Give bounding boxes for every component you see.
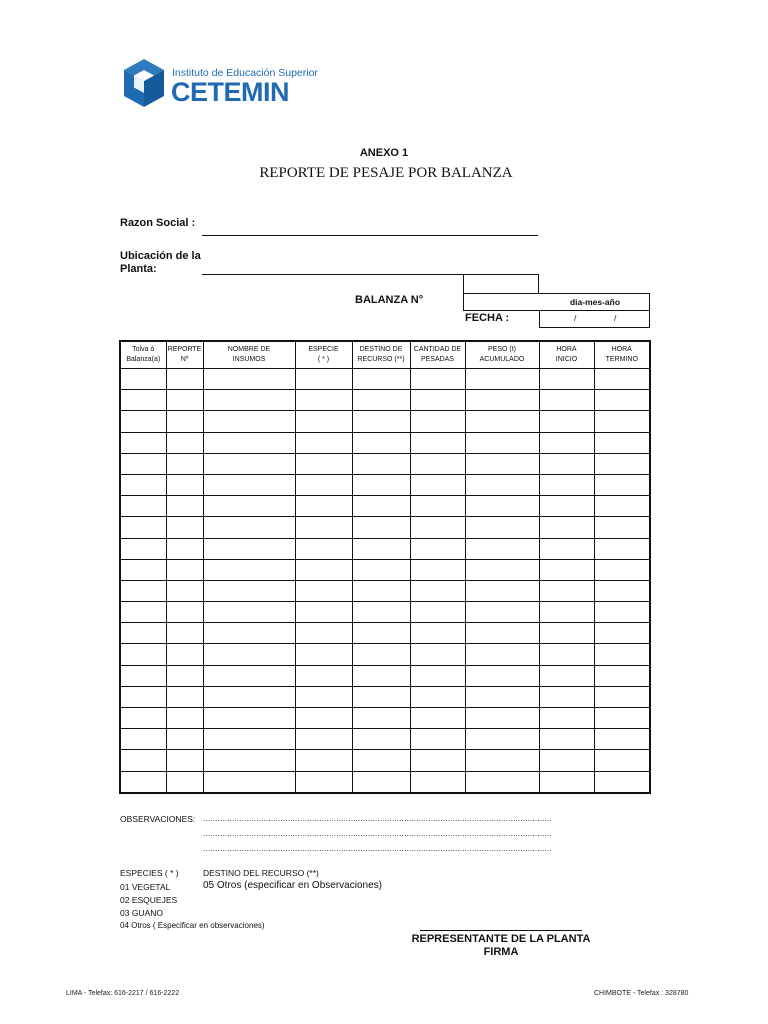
table-cell[interactable] bbox=[120, 665, 166, 686]
table-cell[interactable] bbox=[295, 750, 352, 771]
table-cell[interactable] bbox=[594, 665, 650, 686]
table-cell[interactable] bbox=[295, 644, 352, 665]
table-cell[interactable] bbox=[203, 750, 295, 771]
fecha-label: FECHA : bbox=[465, 312, 510, 324]
table-row bbox=[120, 644, 650, 665]
table-cell[interactable] bbox=[594, 474, 650, 495]
table-cell[interactable] bbox=[352, 474, 410, 495]
table-cell[interactable] bbox=[539, 411, 594, 432]
table-cell[interactable] bbox=[465, 602, 539, 623]
table-cell[interactable] bbox=[594, 453, 650, 474]
table-cell[interactable] bbox=[594, 538, 650, 559]
table-cell[interactable] bbox=[203, 411, 295, 432]
table-cell[interactable] bbox=[295, 686, 352, 707]
table-cell[interactable] bbox=[410, 538, 465, 559]
razon-social-field[interactable] bbox=[202, 235, 538, 236]
table-cell[interactable] bbox=[166, 411, 203, 432]
table-cell[interactable] bbox=[539, 496, 594, 517]
fecha-field[interactable] bbox=[539, 310, 650, 328]
table-cell[interactable] bbox=[539, 686, 594, 707]
table-row bbox=[120, 708, 650, 729]
table-cell[interactable] bbox=[352, 750, 410, 771]
table-cell[interactable] bbox=[352, 369, 410, 390]
table-cell[interactable] bbox=[465, 453, 539, 474]
table-cell[interactable] bbox=[295, 559, 352, 580]
table-cell[interactable] bbox=[539, 390, 594, 411]
observaciones-line[interactable]: ................................................................................................................................................ bbox=[203, 844, 552, 853]
table-cell[interactable] bbox=[295, 369, 352, 390]
table-cell[interactable] bbox=[352, 602, 410, 623]
table-cell[interactable] bbox=[203, 369, 295, 390]
table-cell[interactable] bbox=[166, 729, 203, 750]
table-cell[interactable] bbox=[120, 496, 166, 517]
observaciones-label: OBSERVACIONES: bbox=[120, 814, 196, 824]
table-cell[interactable] bbox=[539, 602, 594, 623]
table-cell[interactable] bbox=[465, 623, 539, 644]
footer-lima: LIMA - Telefax: 616-2217 / 616-2222 bbox=[66, 990, 180, 997]
table-cell[interactable] bbox=[120, 708, 166, 729]
column-header: HORA TERMINO bbox=[594, 341, 650, 369]
table-cell[interactable] bbox=[203, 559, 295, 580]
table-cell[interactable] bbox=[295, 496, 352, 517]
weighing-table bbox=[119, 340, 651, 794]
table-cell[interactable] bbox=[594, 686, 650, 707]
table-cell[interactable] bbox=[120, 390, 166, 411]
fecha-slash: / bbox=[574, 313, 577, 323]
table-cell[interactable] bbox=[594, 580, 650, 601]
report-title: REPORTE DE PESAJE POR BALANZA bbox=[259, 165, 513, 181]
table-cell[interactable] bbox=[539, 538, 594, 559]
table-cell[interactable] bbox=[352, 538, 410, 559]
table-cell[interactable] bbox=[203, 665, 295, 686]
column-header: PESO (t) ACUMULADO bbox=[465, 341, 539, 369]
table-cell[interactable] bbox=[203, 453, 295, 474]
table-cell[interactable] bbox=[465, 496, 539, 517]
table-cell[interactable] bbox=[295, 623, 352, 644]
footer-chimbote: CHIMBOTE - Telefax : 328780 bbox=[594, 990, 689, 997]
table-cell[interactable] bbox=[352, 432, 410, 453]
table-cell[interactable] bbox=[295, 411, 352, 432]
table-cell[interactable] bbox=[203, 580, 295, 601]
table-cell[interactable] bbox=[120, 411, 166, 432]
table-cell[interactable] bbox=[410, 411, 465, 432]
table-cell[interactable] bbox=[594, 390, 650, 411]
table-cell[interactable] bbox=[203, 686, 295, 707]
table-cell[interactable] bbox=[352, 411, 410, 432]
table-cell[interactable] bbox=[166, 665, 203, 686]
table-cell[interactable] bbox=[465, 538, 539, 559]
table-cell[interactable] bbox=[410, 708, 465, 729]
table-cell[interactable] bbox=[465, 686, 539, 707]
table-cell[interactable] bbox=[203, 496, 295, 517]
table-cell[interactable] bbox=[166, 432, 203, 453]
table-cell[interactable] bbox=[594, 411, 650, 432]
table-cell[interactable] bbox=[295, 390, 352, 411]
table-cell[interactable] bbox=[410, 729, 465, 750]
column-header: NOMBRE DE INSUMOS bbox=[203, 341, 295, 369]
table-cell[interactable] bbox=[539, 517, 594, 538]
table-row bbox=[120, 750, 650, 771]
table-cell[interactable] bbox=[166, 623, 203, 644]
table-cell[interactable] bbox=[410, 432, 465, 453]
table-cell[interactable] bbox=[594, 432, 650, 453]
table-cell[interactable] bbox=[166, 708, 203, 729]
table-cell[interactable] bbox=[166, 369, 203, 390]
table-cell[interactable] bbox=[465, 644, 539, 665]
table-cell[interactable] bbox=[539, 580, 594, 601]
table-row bbox=[120, 559, 650, 580]
table-cell[interactable] bbox=[120, 580, 166, 601]
table-cell[interactable] bbox=[166, 453, 203, 474]
table-cell[interactable] bbox=[410, 623, 465, 644]
column-header: HORA INICIO bbox=[539, 341, 594, 369]
table-cell[interactable] bbox=[166, 390, 203, 411]
table-cell[interactable] bbox=[295, 665, 352, 686]
table-cell[interactable] bbox=[465, 729, 539, 750]
table-cell[interactable] bbox=[594, 602, 650, 623]
table-cell[interactable] bbox=[166, 580, 203, 601]
table-cell[interactable] bbox=[352, 771, 410, 793]
table-row bbox=[120, 369, 650, 390]
table-cell[interactable] bbox=[120, 644, 166, 665]
table-cell[interactable] bbox=[295, 771, 352, 793]
table-cell[interactable] bbox=[594, 644, 650, 665]
table-cell[interactable] bbox=[166, 602, 203, 623]
destino-item: 05 Otros (especificar en Observaciones) bbox=[203, 880, 382, 891]
table-cell[interactable] bbox=[203, 517, 295, 538]
table-cell[interactable] bbox=[465, 771, 539, 793]
razon-social-label: Razon Social : bbox=[120, 217, 196, 229]
signature-subtitle: FIRMA bbox=[483, 946, 519, 958]
table-row bbox=[120, 729, 650, 750]
observaciones-line[interactable]: ................................................................................................................................................ bbox=[203, 829, 552, 838]
table-cell[interactable] bbox=[295, 708, 352, 729]
table-cell[interactable] bbox=[166, 771, 203, 793]
table-cell[interactable] bbox=[295, 432, 352, 453]
table-cell[interactable] bbox=[203, 432, 295, 453]
table-cell[interactable] bbox=[410, 474, 465, 495]
table-cell[interactable] bbox=[203, 390, 295, 411]
table-cell[interactable] bbox=[352, 496, 410, 517]
destino-title: DESTINO DEL RECURSO (**) bbox=[203, 868, 319, 878]
table-cell[interactable] bbox=[352, 580, 410, 601]
table-cell[interactable] bbox=[120, 602, 166, 623]
table-cell[interactable] bbox=[203, 644, 295, 665]
table-cell[interactable] bbox=[539, 644, 594, 665]
table-cell[interactable] bbox=[203, 623, 295, 644]
table-cell[interactable] bbox=[410, 750, 465, 771]
table-cell[interactable] bbox=[295, 453, 352, 474]
table-row bbox=[120, 496, 650, 517]
table-cell[interactable] bbox=[465, 750, 539, 771]
table-cell[interactable] bbox=[410, 496, 465, 517]
column-header: CANTIDAD DE PESADAS bbox=[410, 341, 465, 369]
table-cell[interactable] bbox=[120, 750, 166, 771]
table-row bbox=[120, 517, 650, 538]
table-cell[interactable] bbox=[465, 369, 539, 390]
table-cell[interactable] bbox=[166, 496, 203, 517]
column-header: DESTINO DE RECURSO (**) bbox=[352, 341, 410, 369]
table-cell[interactable] bbox=[295, 517, 352, 538]
table-cell[interactable] bbox=[465, 432, 539, 453]
table-cell[interactable] bbox=[539, 474, 594, 495]
table-cell[interactable] bbox=[410, 369, 465, 390]
signature-title: REPRESENTANTE DE LA PLANTA bbox=[411, 933, 591, 945]
table-row bbox=[120, 538, 650, 559]
especie-item: 04 Otros ( Especificar en observaciones) bbox=[120, 921, 265, 930]
table-cell[interactable] bbox=[295, 580, 352, 601]
table-cell[interactable] bbox=[120, 686, 166, 707]
cube-logo-icon bbox=[122, 57, 166, 109]
table-cell[interactable] bbox=[465, 708, 539, 729]
table-row bbox=[120, 432, 650, 453]
table-cell[interactable] bbox=[352, 665, 410, 686]
table-cell[interactable] bbox=[539, 432, 594, 453]
table-cell[interactable] bbox=[410, 580, 465, 601]
table-row bbox=[120, 411, 650, 432]
table-cell[interactable] bbox=[594, 623, 650, 644]
table-cell[interactable] bbox=[352, 729, 410, 750]
table-cell[interactable] bbox=[352, 708, 410, 729]
logo-subtitle: Instituto de Educación Superior bbox=[172, 67, 318, 79]
table-cell[interactable] bbox=[594, 369, 650, 390]
table-cell[interactable] bbox=[594, 559, 650, 580]
table-cell[interactable] bbox=[166, 750, 203, 771]
table-cell[interactable] bbox=[594, 708, 650, 729]
table-cell[interactable] bbox=[352, 453, 410, 474]
table-cell[interactable] bbox=[166, 559, 203, 580]
table-cell[interactable] bbox=[166, 517, 203, 538]
table-cell[interactable] bbox=[120, 369, 166, 390]
logo-name: CETEMIN bbox=[171, 77, 289, 107]
table-cell[interactable] bbox=[465, 517, 539, 538]
table-cell[interactable] bbox=[120, 729, 166, 750]
table-row bbox=[120, 771, 650, 793]
table-cell[interactable] bbox=[352, 559, 410, 580]
table-cell[interactable] bbox=[410, 517, 465, 538]
table-cell[interactable] bbox=[410, 644, 465, 665]
fecha-format-label: dia-mes-año bbox=[569, 297, 621, 307]
table-cell[interactable] bbox=[539, 559, 594, 580]
especie-item: 01 VEGETAL bbox=[120, 882, 171, 892]
balanza-label: BALANZA N° bbox=[355, 294, 424, 306]
table-cell[interactable] bbox=[594, 771, 650, 793]
table-cell[interactable] bbox=[166, 686, 203, 707]
table-cell[interactable] bbox=[295, 474, 352, 495]
table-cell[interactable] bbox=[465, 474, 539, 495]
table-cell[interactable] bbox=[120, 538, 166, 559]
table-row bbox=[120, 453, 650, 474]
table-cell[interactable] bbox=[352, 644, 410, 665]
fecha-slash: / bbox=[614, 313, 617, 323]
table-cell[interactable] bbox=[410, 390, 465, 411]
table-cell[interactable] bbox=[203, 708, 295, 729]
table-cell[interactable] bbox=[352, 623, 410, 644]
table-cell[interactable] bbox=[410, 771, 465, 793]
table-cell[interactable] bbox=[166, 474, 203, 495]
anexo-heading: ANEXO 1 bbox=[359, 147, 409, 159]
table-cell[interactable] bbox=[166, 538, 203, 559]
cetemin-logo bbox=[122, 55, 318, 110]
table-cell[interactable] bbox=[120, 432, 166, 453]
table-cell[interactable] bbox=[539, 750, 594, 771]
table-cell[interactable] bbox=[120, 623, 166, 644]
table-cell[interactable] bbox=[410, 453, 465, 474]
table-row bbox=[120, 686, 650, 707]
table-cell[interactable] bbox=[539, 665, 594, 686]
table-cell[interactable] bbox=[166, 644, 203, 665]
signature-line[interactable] bbox=[420, 930, 582, 931]
table-cell[interactable] bbox=[465, 559, 539, 580]
table-cell[interactable] bbox=[203, 602, 295, 623]
table-cell[interactable] bbox=[203, 771, 295, 793]
table-cell[interactable] bbox=[539, 623, 594, 644]
balanza-number-box[interactable] bbox=[463, 274, 539, 294]
especie-item: 03 GUANO bbox=[120, 908, 163, 918]
table-cell[interactable] bbox=[594, 750, 650, 771]
table-cell[interactable] bbox=[203, 538, 295, 559]
table-cell[interactable] bbox=[594, 517, 650, 538]
table-cell[interactable] bbox=[120, 559, 166, 580]
ubicacion-label-1: Ubicación de la bbox=[120, 250, 201, 262]
table-row bbox=[120, 474, 650, 495]
table-header-row bbox=[120, 341, 650, 369]
table-cell[interactable] bbox=[120, 453, 166, 474]
table-row bbox=[120, 623, 650, 644]
table-cell[interactable] bbox=[539, 369, 594, 390]
table-cell[interactable] bbox=[465, 665, 539, 686]
table-cell[interactable] bbox=[352, 686, 410, 707]
column-header: REPORTE Nº bbox=[166, 341, 203, 369]
table-cell[interactable] bbox=[594, 729, 650, 750]
table-cell[interactable] bbox=[594, 496, 650, 517]
table-cell[interactable] bbox=[352, 517, 410, 538]
table-cell[interactable] bbox=[203, 474, 295, 495]
column-header: Tolva ó Balanza(a) bbox=[120, 341, 166, 369]
table-cell[interactable] bbox=[539, 708, 594, 729]
table-cell[interactable] bbox=[352, 390, 410, 411]
table-cell[interactable] bbox=[539, 771, 594, 793]
table-row bbox=[120, 665, 650, 686]
table-cell[interactable] bbox=[465, 390, 539, 411]
fecha-format-box bbox=[463, 293, 650, 311]
table-cell[interactable] bbox=[295, 729, 352, 750]
table-cell[interactable] bbox=[120, 771, 166, 793]
table-row bbox=[120, 602, 650, 623]
table-cell[interactable] bbox=[295, 538, 352, 559]
table-row bbox=[120, 390, 650, 411]
table-cell[interactable] bbox=[465, 580, 539, 601]
table-cell[interactable] bbox=[295, 602, 352, 623]
table-cell[interactable] bbox=[410, 686, 465, 707]
table-cell[interactable] bbox=[203, 729, 295, 750]
observaciones-line[interactable]: ................................................................................................................................................ bbox=[203, 814, 552, 823]
table-cell[interactable] bbox=[120, 474, 166, 495]
table-cell[interactable] bbox=[410, 602, 465, 623]
especie-item: 02 ESQUEJES bbox=[120, 895, 178, 905]
ubicacion-label-2: Planta: bbox=[120, 263, 157, 275]
table-cell[interactable] bbox=[465, 411, 539, 432]
table-cell[interactable] bbox=[410, 559, 465, 580]
table-row bbox=[120, 580, 650, 601]
table-cell[interactable] bbox=[539, 453, 594, 474]
especies-title: ESPECIES ( * ) bbox=[120, 868, 179, 878]
table-cell[interactable] bbox=[539, 729, 594, 750]
table-cell[interactable] bbox=[120, 517, 166, 538]
table-cell[interactable] bbox=[410, 665, 465, 686]
column-header: ESPECIE ( * ) bbox=[295, 341, 352, 369]
